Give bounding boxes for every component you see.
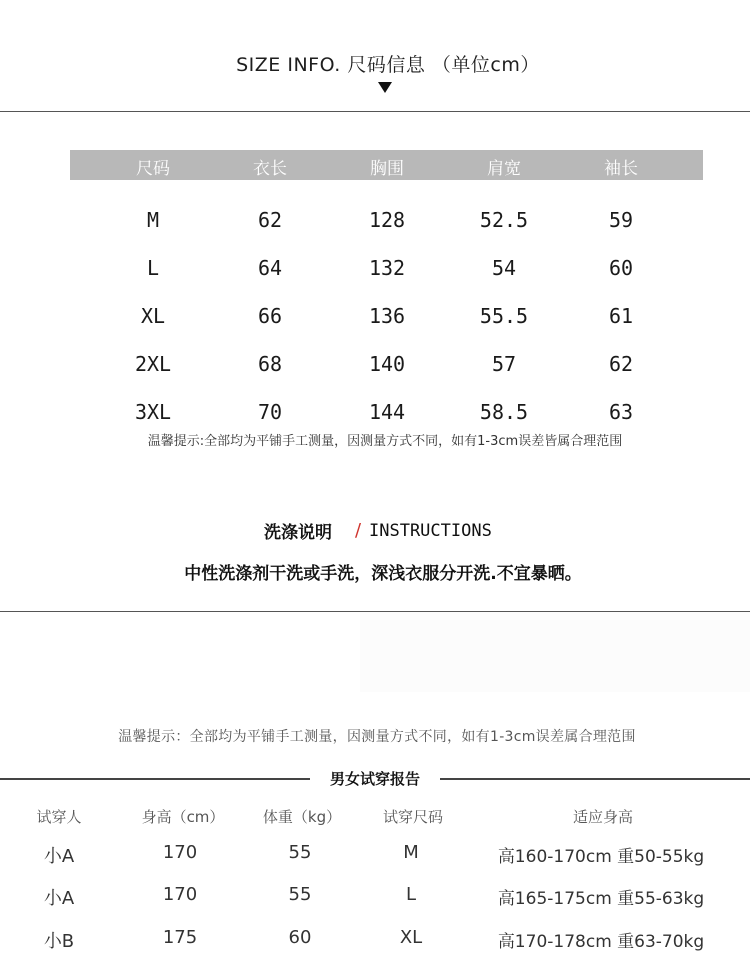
table-row [0, 352, 750, 378]
wash-title: 洗涤说明 [264, 523, 332, 543]
measurement-note: 温馨提示:全部均为平铺手工测量，因测量方式不同，如有1-3cm误差皆属合理范围 [147, 434, 623, 449]
cell-size: L [146, 256, 160, 280]
cell-sleeve: 61 [608, 304, 634, 328]
cell-fit-size: L [405, 884, 417, 905]
cell-length: 70 [257, 400, 283, 424]
cell-weight: 55 [288, 884, 312, 905]
size-info-title: SIZE INFO. 尺码信息 （单位cm） [236, 54, 540, 76]
cell-size: XL [140, 304, 166, 328]
cell-size: M [146, 208, 160, 232]
fit-note: 温馨提示：全部均为平铺手工测量，因测量方式不同，如有1-3cm误差属合理范围 [118, 729, 636, 745]
header-length: 衣长 [253, 159, 287, 179]
fit-report-title: 男女试穿报告 [310, 768, 440, 789]
header-size: 尺码 [136, 159, 170, 179]
cell-length: 62 [257, 208, 283, 232]
header-fit-size: 试穿尺码 [382, 808, 443, 826]
down-arrow-icon [378, 82, 392, 93]
divider-top [0, 111, 750, 112]
cell-fit-size: XL [399, 927, 423, 948]
cell-shoulder: 57 [491, 352, 517, 376]
cell-chest: 136 [368, 304, 406, 328]
header-sleeve: 袖长 [604, 159, 638, 179]
report-line-left [0, 778, 314, 780]
table-row [0, 400, 750, 426]
cell-sleeve: 60 [608, 256, 634, 280]
cell-chest: 132 [368, 256, 406, 280]
cell-weight: 60 [288, 927, 312, 948]
faint-background-block [360, 612, 750, 692]
cell-length: 68 [257, 352, 283, 376]
cell-height: 170 [162, 842, 198, 863]
cell-suitable-range: 高165-175cm 重55-63kg [497, 889, 705, 909]
cell-sleeve: 63 [608, 400, 634, 424]
table-row [0, 208, 750, 234]
header-person: 试穿人 [36, 808, 82, 826]
cell-chest: 128 [368, 208, 406, 232]
cell-shoulder: 58.5 [479, 400, 529, 424]
cell-sleeve: 62 [608, 352, 634, 376]
cell-weight: 55 [288, 842, 312, 863]
report-line-right [436, 778, 750, 780]
cell-shoulder: 52.5 [479, 208, 529, 232]
cell-suitable-range: 高170-178cm 重63-70kg [497, 932, 705, 952]
cell-person: 小A [43, 846, 75, 867]
size-table-header [70, 150, 703, 180]
cell-suitable-range: 高160-170cm 重50-55kg [497, 847, 705, 867]
cell-height: 175 [162, 927, 198, 948]
table-row [0, 304, 750, 330]
header-suitable-height: 适应身高 [572, 808, 633, 826]
header-chest: 胸围 [370, 159, 404, 179]
cell-shoulder: 54 [491, 256, 517, 280]
cell-length: 64 [257, 256, 283, 280]
header-height: 身高（cm） [141, 808, 225, 826]
cell-height: 170 [162, 884, 198, 905]
cell-person: 小A [43, 888, 75, 909]
wash-slash: / [355, 520, 362, 541]
cell-size: 3XL [134, 400, 172, 424]
cell-chest: 144 [368, 400, 406, 424]
wash-instructions-label: INSTRUCTIONS [369, 521, 492, 541]
cell-person: 小B [43, 931, 75, 952]
cell-sleeve: 59 [608, 208, 634, 232]
header-weight: 体重（kg） [262, 808, 342, 826]
header-shoulder: 肩宽 [487, 159, 521, 179]
cell-shoulder: 55.5 [479, 304, 529, 328]
cell-chest: 140 [368, 352, 406, 376]
table-row [0, 256, 750, 282]
cell-fit-size: M [403, 842, 419, 863]
wash-text: 中性洗涤剂干洗或手洗，深浅衣服分开洗.不宜暴晒。 [184, 564, 582, 584]
cell-size: 2XL [134, 352, 172, 376]
cell-length: 66 [257, 304, 283, 328]
